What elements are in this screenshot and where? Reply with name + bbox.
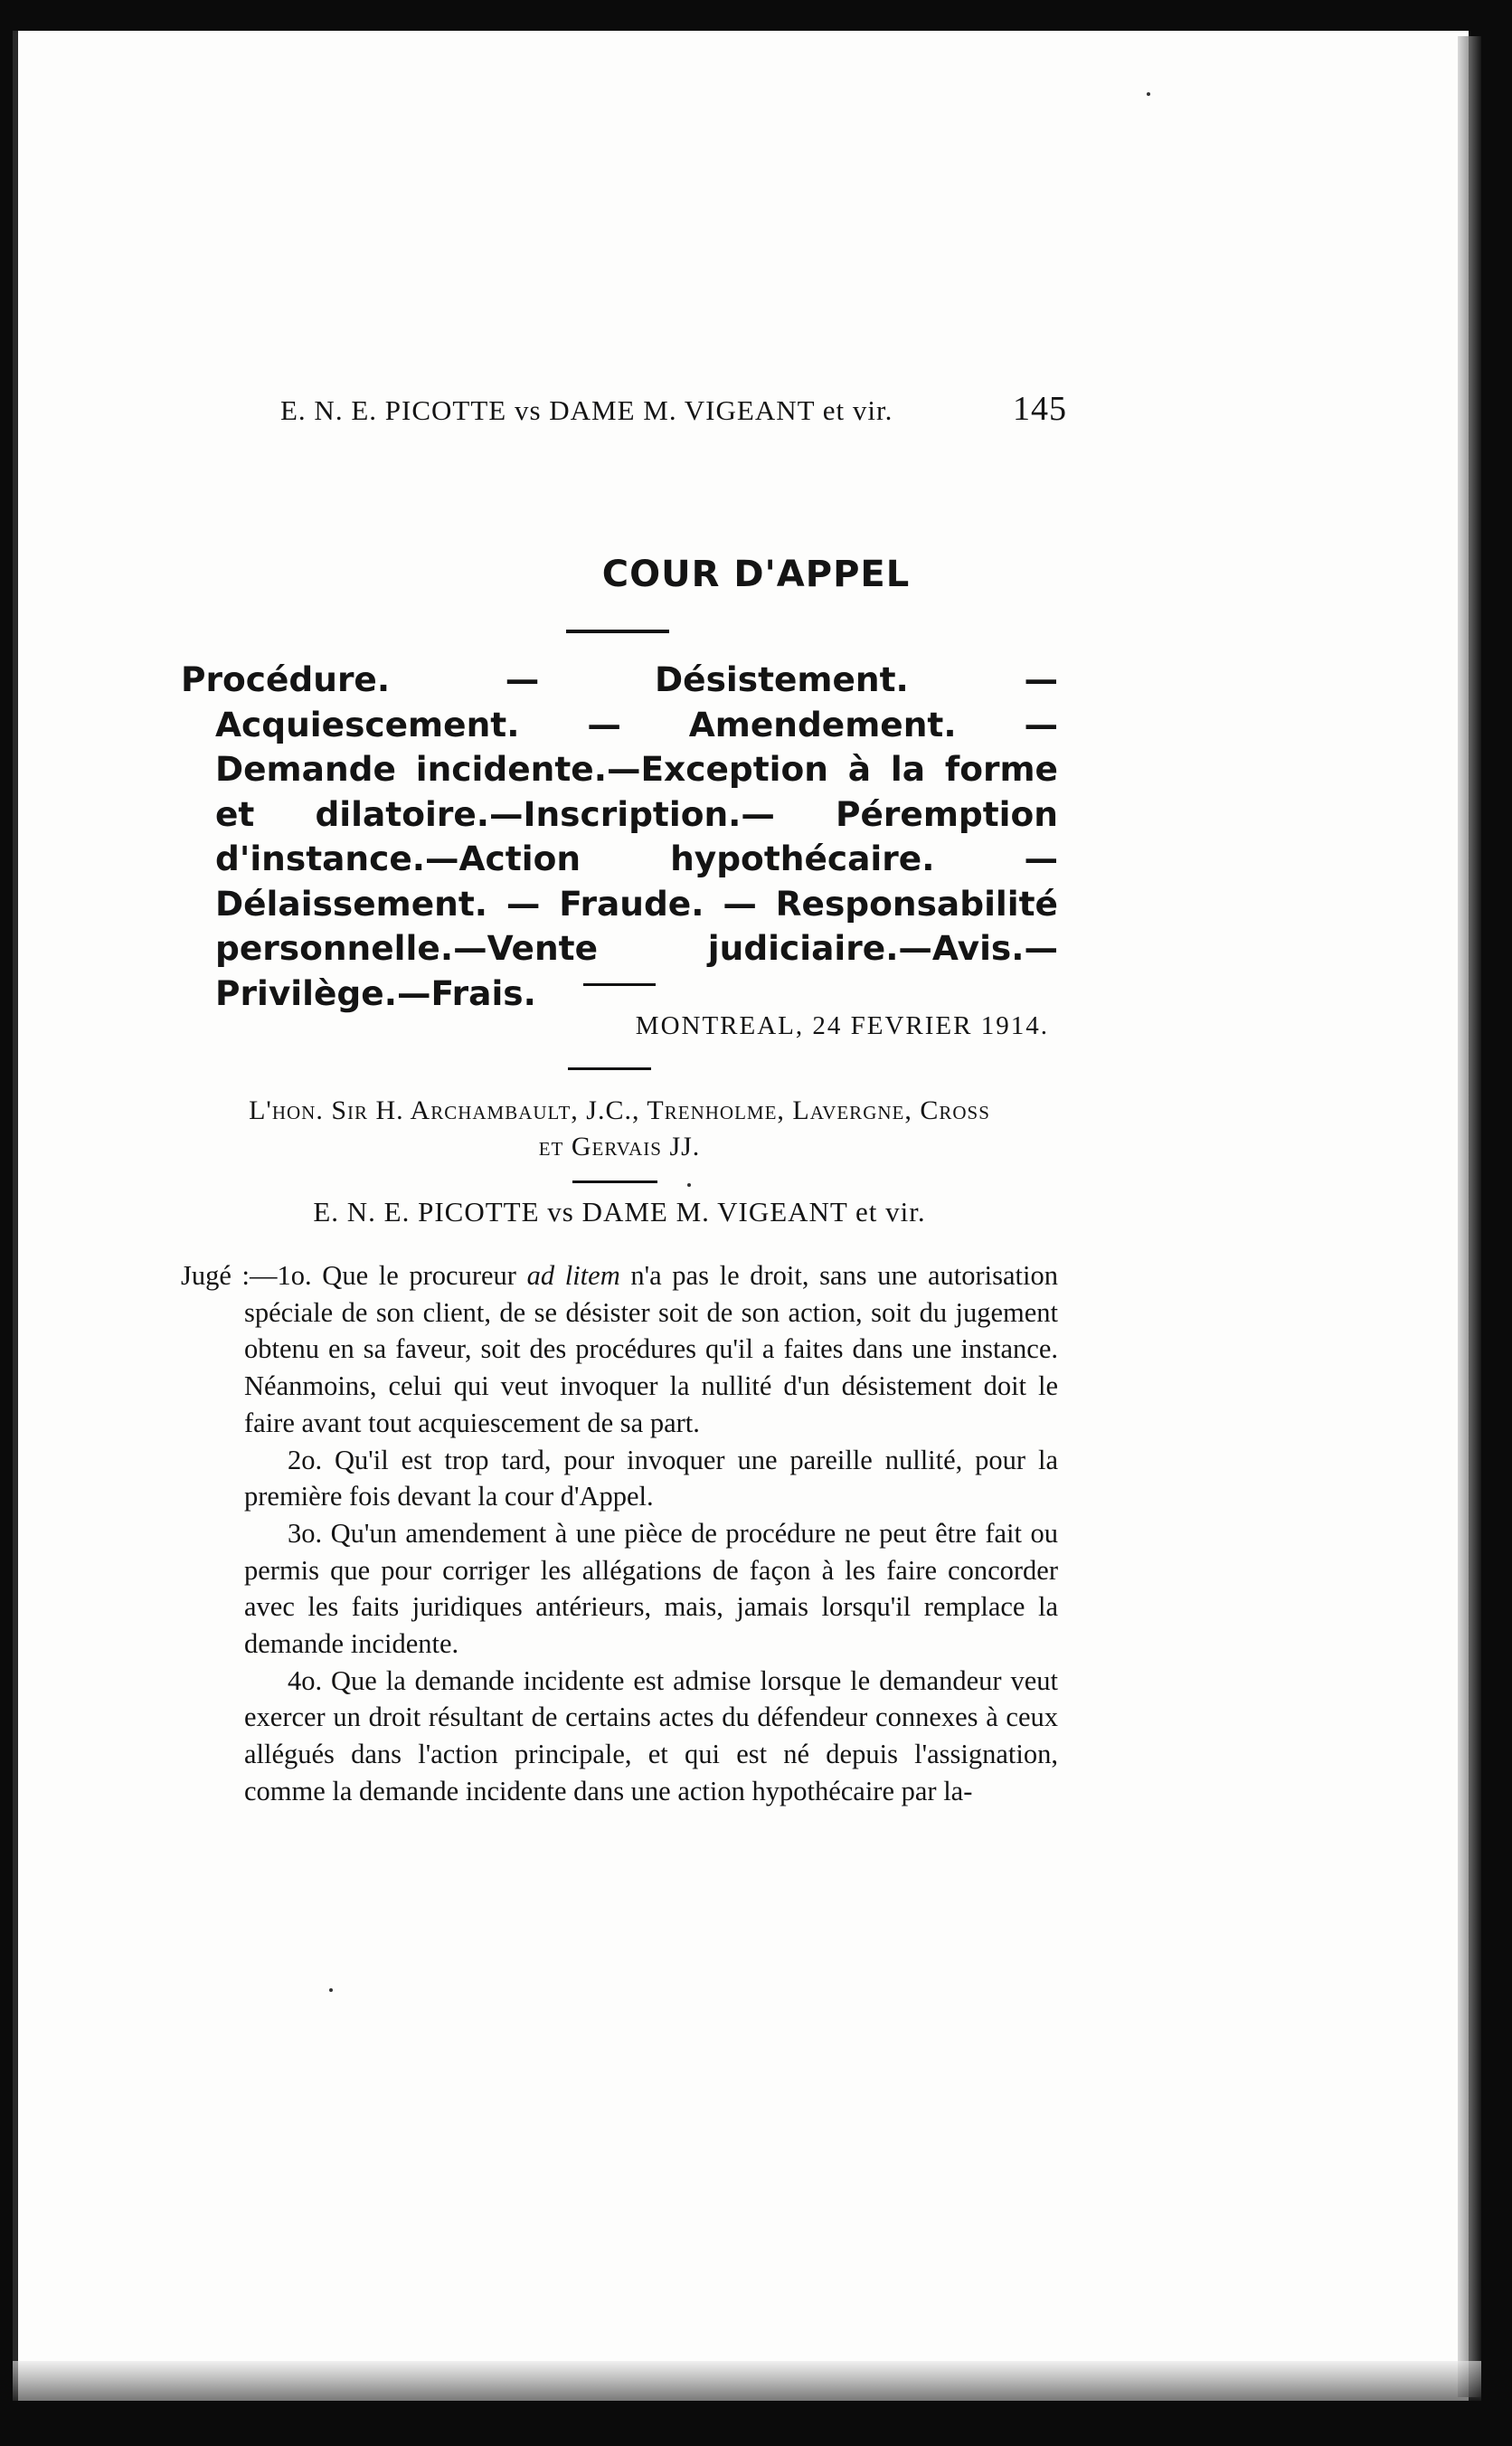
page-number: 145 xyxy=(1013,390,1067,428)
divider-rule xyxy=(566,630,669,633)
judges-panel xyxy=(181,1093,1058,1165)
holding-1-lead: Jugé :—1o. Que le procureur xyxy=(181,1260,527,1291)
page-edge-right xyxy=(1458,36,1481,2397)
holding-1-latin: ad litem xyxy=(526,1260,620,1291)
holding-2: 2o. Qu'il est trop tard, pour invoquer une pareille nullité, pour la première fois devant la cour d'Appel. xyxy=(244,1444,1058,1512)
holding-4: 4o. Que la demande incidente est admise lorsque le demandeur veut exercer un droit résultant de certains actes du défendeur connexes à ceux allégués dans l'action principale, et qui est né depuis l'assignation, comme la demande incidente dans une action hypothécaire par la- xyxy=(244,1664,1058,1806)
divider-rule xyxy=(568,1067,651,1070)
subject-headnote: Procédure. — Désistement. — Acquiescement. — Amendement. — Demande incidente.—Exception à la forme et dilatoire.—Inscription.— Péremption d'instance.—Action hypothécaire. —Délaissement. — Fraude. — Responsabilité personnelle.—Vente judiciaire.—Avis.— Privilège.—Frais. xyxy=(181,659,1058,1013)
scan-speck xyxy=(1147,92,1150,96)
court-heading: COUR D'APPEL xyxy=(601,554,911,595)
parties-line: E. N. E. PICOTTE vs DAME M. VIGEANT et vir. xyxy=(313,1196,926,1228)
holding-1-text: n'a pas le droit, sans une autorisation spéciale de son client, de se désister soit de son action, soit du jugement obtenu en sa faveur, soit des procédures qu'il a faites dans une instance. Néanmoins, celui qui veut invoquer la nullité d'un désistement doit le faire avant tout acquiescement de sa part. xyxy=(244,1260,1058,1438)
running-head xyxy=(280,389,1067,429)
holdings xyxy=(181,1257,1058,1810)
scan-speck xyxy=(687,1183,691,1187)
judges-line-1: L'hon. Sir H. Archambault, J.C., Trenholme, Lavergne, Cross xyxy=(249,1095,990,1125)
judges-line-2: et Gervais JJ. xyxy=(538,1132,701,1161)
holding-3: 3o. Qu'un amendement à une pièce de procédure ne peut être fait ou permis que pour corriger les allégations de façon à les faire concorder avec les faits juridiques antérieurs, mais, jamais lorsqu'il remplace la demande incidente. xyxy=(244,1517,1058,1660)
running-head-title: E. N. E. PICOTTE vs DAME M. VIGEANT et vir. xyxy=(280,394,893,426)
divider-rule xyxy=(583,983,656,986)
decision-date: MONTREAL, 24 FEVRIER 1914. xyxy=(635,1011,1049,1040)
page-edge-bottom xyxy=(13,2361,1481,2401)
divider-rule xyxy=(572,1180,657,1183)
holding-1 xyxy=(181,1257,1058,1442)
scan-speck xyxy=(329,1988,333,1992)
